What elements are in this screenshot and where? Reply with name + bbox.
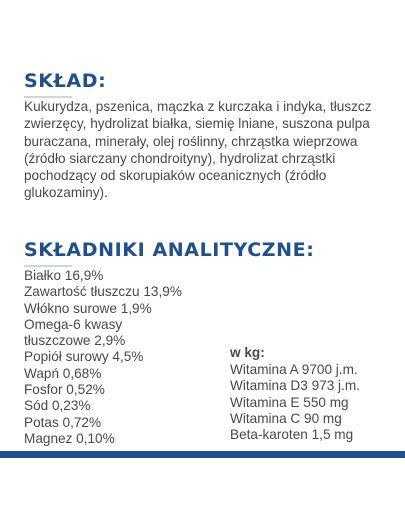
vitamin-item: Witamina A 9700 j.m. xyxy=(230,362,358,377)
analytics-heading xyxy=(24,239,314,267)
analytics-item: Potas 0,72% xyxy=(24,414,102,430)
vitamins-block xyxy=(230,345,400,443)
analytics-item: Sód 0,23% xyxy=(24,398,91,414)
analytics-item: Popiół surowy 4,5% xyxy=(24,349,144,365)
analytics-item: tłuszczowe 2,9% xyxy=(24,333,126,349)
heading-underline xyxy=(24,265,72,267)
analytics-item: Wapń 0,68% xyxy=(24,365,102,381)
analytics-item: Magnez 0,10% xyxy=(24,430,115,446)
analytics-list xyxy=(24,268,224,447)
analytics-item: Omega-6 kwasy xyxy=(24,316,123,332)
vitamin-item: Beta-karoten 1,5 mg xyxy=(230,427,354,443)
vitamins-label: w kg: xyxy=(230,345,265,360)
bottom-band xyxy=(0,451,405,458)
analytics-item: Włókno surowe 1,9% xyxy=(24,300,152,316)
composition-heading-text: SKŁAD: xyxy=(24,70,107,92)
vitamins-list xyxy=(230,362,400,443)
vitamin-item: Witamina D3 973 j.m. xyxy=(230,378,360,394)
analytics-heading-text: SKŁADNIKI ANALITYCZNE: xyxy=(24,239,315,261)
analytics-item: Fosfor 0,52% xyxy=(24,382,105,398)
vitamin-item: Witamina C 90 mg xyxy=(230,410,342,426)
composition-text: Kukurydza, pszenica, mączka z kurczaka i indyka, tłuszcz zwierzęcy, hydrolizat białka, siemię lniane, suszona pulpa buraczana, minerały, olej roślinny, chrząstka wieprzowa (źródło siarczany chondroityny), hydrolizat chrząstki pochodzący od skorupiaków oceanicznych (źródło glukozaminy). xyxy=(24,99,372,201)
analytics-item: Zawartość tłuszczu 13,9% xyxy=(24,284,182,300)
analytics-item: Białko 16,9% xyxy=(24,268,104,283)
composition-heading xyxy=(24,70,106,98)
vitamin-item: Witamina E 550 mg xyxy=(230,394,349,410)
